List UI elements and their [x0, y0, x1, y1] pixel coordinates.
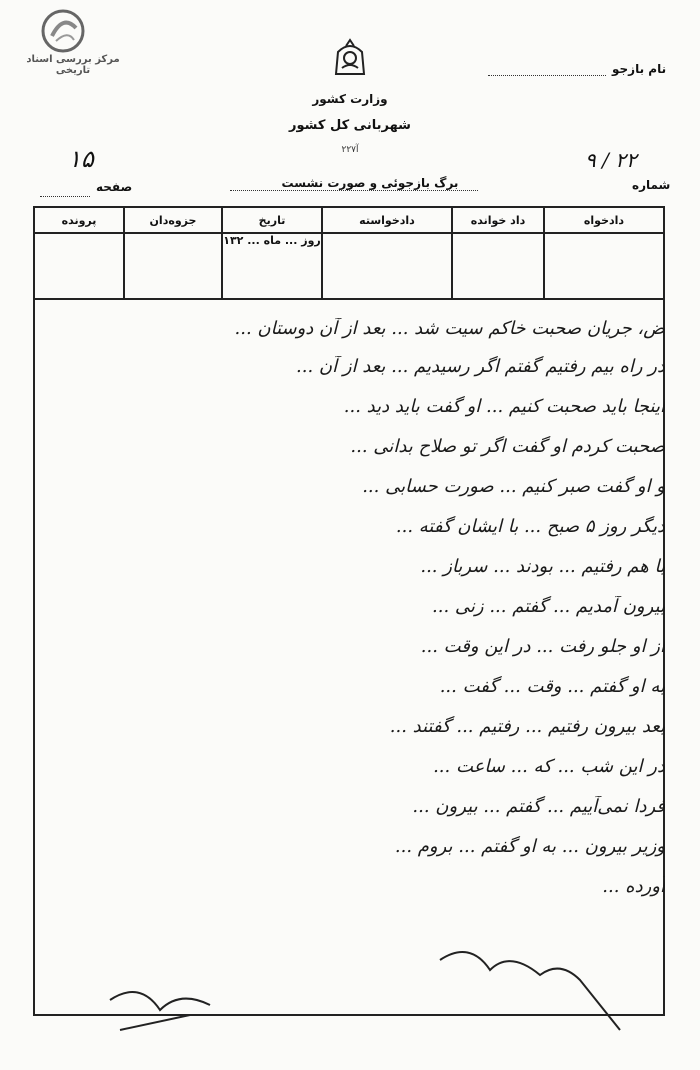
- case-info-table: [33, 206, 665, 300]
- handwritten-line: از او جلو رفت ... در این وقت ...: [420, 636, 665, 657]
- signature-scribble-icon: [40, 930, 660, 1040]
- handwritten-line: وزیر بیرون ... به او گفتم ... بروم ...: [394, 836, 665, 857]
- document-number: ۹ / ۲۲: [585, 148, 637, 172]
- handwritten-line: بیرون آمدیم ... گفتم ... زنی ...: [432, 596, 665, 617]
- interrogator-name-label: نام بازجو: [612, 62, 667, 76]
- cell-claim: [322, 233, 452, 299]
- col-header-defendant: داد خوانده: [452, 207, 544, 233]
- form-subtitle: برگ بازجوئی و صورت نشست: [281, 176, 459, 190]
- form-code: آ۲۲۷: [341, 145, 359, 155]
- cell-file: [34, 233, 124, 299]
- archive-logo-icon: [40, 8, 86, 54]
- handwritten-line: در راه بیم رفتیم گفتم اگر رسیدیم ... بعد از آن ...: [296, 356, 665, 377]
- handwritten-line: در این شب ... که ... ساعت ...: [433, 756, 665, 777]
- handwritten-line: آورده ...: [602, 876, 665, 897]
- table-header-row: [34, 207, 664, 233]
- handwritten-line: فردا نمی‌آییم ... گفتم ... بیرون ...: [412, 796, 665, 817]
- cell-folder: [124, 233, 222, 299]
- ministry-title: وزارت کشور: [312, 92, 388, 106]
- handwritten-line: با هم رفتیم ... بودند ... سرباز ...: [420, 556, 665, 577]
- handwritten-line: ض، جریان صحبت خاکم سیت شد ... بعد از آن دوستان ...: [234, 318, 665, 339]
- col-header-plaintiff: دادخواه: [544, 207, 664, 233]
- page-label: صفحه: [96, 180, 133, 194]
- lion-sun-emblem-icon: [330, 38, 370, 80]
- col-header-date: تاریخ: [222, 207, 322, 233]
- subtitle-line: [230, 190, 478, 191]
- handwritten-line: اینجا باید صحبت کنیم ... او گفت باید دید ...: [343, 396, 665, 417]
- page-line: [40, 196, 90, 197]
- cell-plaintiff: [544, 233, 664, 299]
- handwritten-line: بعد بیرون رفتیم ... رفتیم ... گفتند ...: [389, 716, 665, 737]
- handwritten-line: و او گفت صبر کنیم ... صورت حسابی ...: [362, 476, 665, 497]
- handwritten-line: دیگر روز ۵ صبح ... با ایشان گفته ...: [395, 516, 665, 537]
- number-label: شماره: [632, 178, 671, 192]
- col-header-folder: جزوه‌دان: [124, 207, 222, 233]
- page-number: ۱۵: [68, 145, 94, 173]
- interrogator-name-line: [488, 75, 606, 76]
- table-row: [34, 233, 664, 299]
- handwritten-line: به او گفتم ... وقت ... گفت ...: [439, 676, 665, 697]
- office-title: شهربانی کل کشور: [289, 118, 411, 133]
- col-header-file: پرونده: [34, 207, 124, 233]
- watermark-text: مرکز بررسی اسناد تاریخی: [26, 54, 120, 76]
- cell-date: روز ... ماه ... ۱۳۲: [222, 233, 322, 299]
- col-header-claim: دادخواسته: [322, 207, 452, 233]
- cell-defendant: [452, 233, 544, 299]
- handwritten-line: صحبت کردم او گفت اگر تو صلاح بدانی ...: [350, 436, 665, 457]
